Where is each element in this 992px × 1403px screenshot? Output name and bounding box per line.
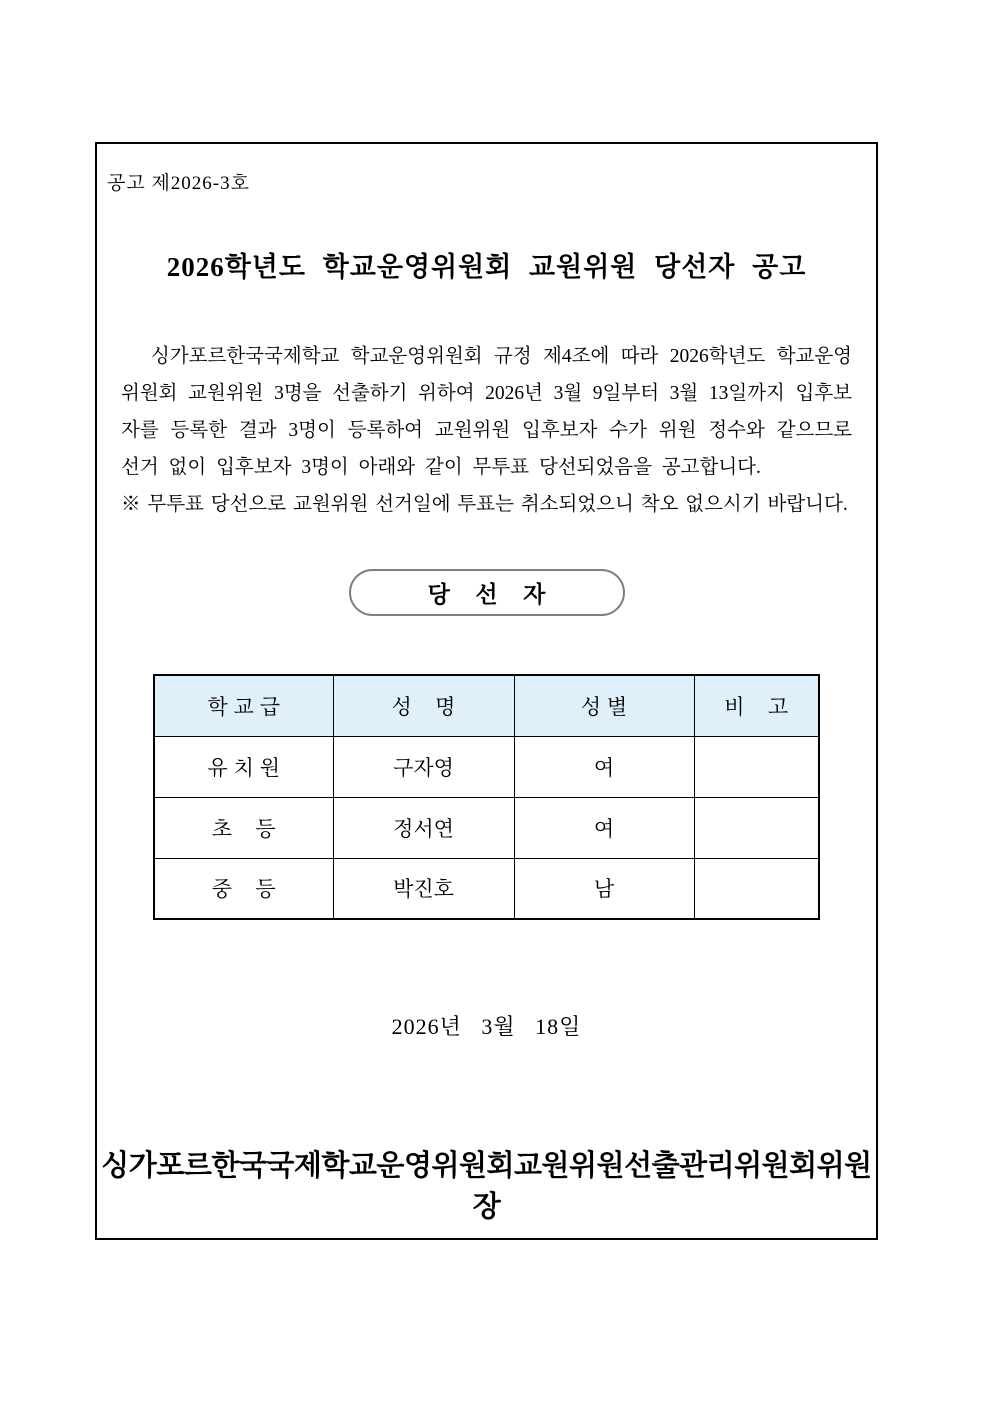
cell-school-level: 중 등 [154, 858, 333, 919]
cell-school-level: 유 치 원 [154, 736, 333, 797]
body-paragraph: 싱가포르한국국제학교 학교운영위원회 규정 제4조에 따라 2026학년도 학교운영위원회 교원위원 3명을 선출하기 위하여 2026년 3월 9일부터 3월 13일까지 입후보자를 등록한 결과 3명이 등록하여 교원위원 입후보자 수가 위원 정수와 같으므로 선거 없이 입후보자 3명이 아래와 같이 무투표 당선되었음을 공고합니다. [121, 346, 852, 478]
table-row [154, 797, 819, 858]
document-border [95, 142, 878, 1240]
document-title: 2026학년도 학교운영위원회 교원위원 당선자 공고 [166, 252, 807, 282]
winners-label: 당 선 자 [427, 581, 546, 607]
cell-name: 정서연 [333, 797, 514, 858]
cell-note [694, 736, 819, 797]
cell-note [694, 797, 819, 858]
cell-gender: 여 [514, 797, 694, 858]
table-row [154, 736, 819, 797]
note-line: ※ 무투표 당선으로 교원위원 선거일에 투표는 취소되었으니 착오 없으시기 바랍니다. [121, 494, 848, 515]
col-header-school-level: 학 교 급 [154, 675, 333, 736]
cell-name: 구자영 [333, 736, 514, 797]
winners-table-header [154, 675, 819, 736]
col-header-gender: 성 별 [514, 675, 694, 736]
cell-gender: 여 [514, 736, 694, 797]
table-row [154, 858, 819, 919]
col-header-name: 성 명 [333, 675, 514, 736]
header-row [154, 675, 819, 736]
col-header-note: 비 고 [694, 675, 819, 736]
signer-title: 싱가포르한국국제학교운영위원회교원위원선출관리위원회위원장 [101, 1150, 872, 1223]
cell-gender: 남 [514, 858, 694, 919]
winners-table-body [154, 736, 819, 919]
cell-note [694, 858, 819, 919]
cell-name: 박진호 [333, 858, 514, 919]
notice-number: 공고 제2026-3호 [107, 173, 250, 194]
winners-table [153, 674, 820, 920]
cell-school-level: 초 등 [154, 797, 333, 858]
announcement-date: 2026년 3월 18일 [391, 1014, 582, 1039]
winners-label-box [349, 569, 625, 616]
